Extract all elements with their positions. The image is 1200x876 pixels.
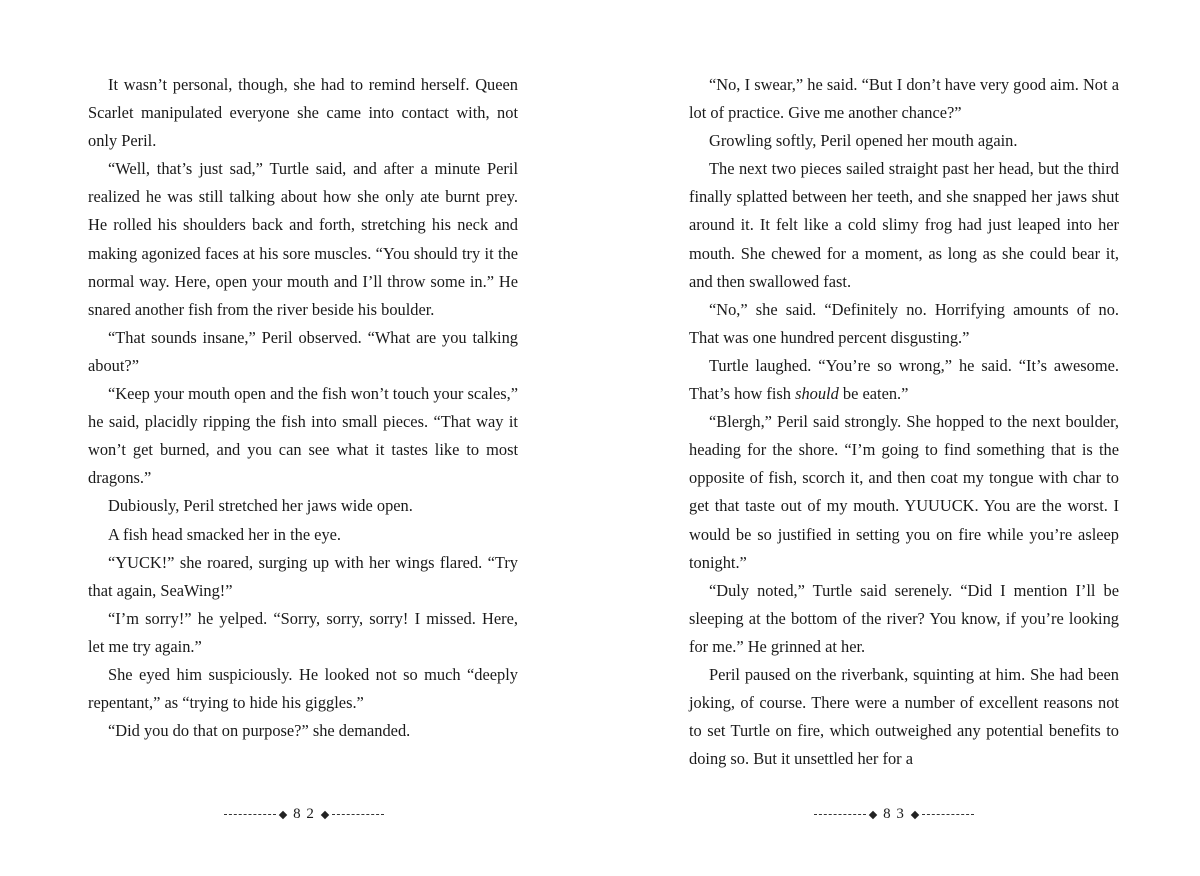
paragraph: “That sounds insane,” Peril observed. “What are you talking about?”	[88, 327, 518, 375]
paragraph: It wasn’t personal, though, she had to remind herself. Queen Scarlet manipulated everyone she came into contact with, not only Peril.	[88, 75, 518, 151]
page-number: 8 3	[883, 806, 905, 822]
folio-ornament-icon	[869, 810, 877, 818]
folio-rule-right	[332, 814, 384, 815]
paragraph: “No, I swear,” he said. “But I don’t have very good aim. Not a lot of practice. Give me another chance?”	[689, 75, 1119, 123]
paragraph: She eyed him suspiciously. He looked not so much “deeply repentant,” as “trying to hide his giggles.”	[88, 664, 518, 713]
paragraph-with-emphasis	[689, 352, 1119, 408]
paragraph: “Did you do that on purpose?” she demanded.	[108, 721, 411, 741]
paragraph: “I’m sorry!” he yelped. “Sorry, sorry, sorry! I missed. Here, let me try again.”	[88, 608, 518, 656]
folio-ornament-icon	[279, 810, 287, 818]
page-number-footer	[594, 806, 1194, 823]
text-run: be eaten.”	[838, 384, 909, 404]
folio-rule-right	[922, 814, 974, 815]
paragraph: “Blergh,” Peril said strongly. She hopped to the next boulder, heading for the shore. “I’m going to find something that is the opposite of fish, scorch it, and then coat my tongue with char to get that taste out of my mouth. YUUUCK. You are the worst. I would be so justified in setting you on fire while you’re asleep tonight.”	[689, 412, 1119, 572]
emphasized-word: should	[795, 384, 839, 404]
paragraph: “No,” she said. “Definitely no. Horrifying amounts of no. That was one hundred percent disgusting.”	[689, 299, 1119, 347]
paragraph: Peril paused on the riverbank, squinting at him. She had been joking, of course. There were a number of excellent reasons not to set Turtle on fire, which outweighed any potential benefits to doing so. But it unsettled her for a	[689, 664, 1119, 769]
folio-ornament-icon	[321, 810, 329, 818]
paragraph: Growling softly, Peril opened her mouth again.	[709, 131, 1018, 151]
folio-ornament-icon	[911, 810, 919, 818]
page-number-footer	[4, 806, 604, 823]
paragraph: Dubiously, Peril stretched her jaws wide open.	[108, 496, 413, 516]
right-page-text	[689, 71, 1119, 773]
paragraph: “Keep your mouth open and the fish won’t touch your scales,” he said, placidly ripping the fish into small pieces. “That way it won’t get burned, and you can see what it tastes like to most dragons.”	[88, 384, 518, 488]
paragraph: The next two pieces sailed straight past her head, but the third finally splatted between her teeth, and she snapped her jaws shut around it. It felt like a cold slimy frog had just leaped into her mouth. She chewed for a moment, as long as she could bear it, and then swallowed fast.	[689, 159, 1119, 291]
right-page	[600, 0, 1200, 876]
page-number: 8 2	[293, 806, 315, 822]
paragraph: A fish head smacked her in the eye.	[108, 524, 342, 544]
paragraph: “Duly noted,” Turtle said serenely. “Did I mention I’ll be sleeping at the bottom of the river? You know, if you’re looking for me.” He grinned at her.	[689, 580, 1119, 656]
paragraph: “YUCK!” she roared, surging up with her wings flared. “Try that again, SeaWing!”	[88, 552, 518, 600]
folio-rule-left	[224, 814, 276, 815]
paragraph: “Well, that’s just sad,” Turtle said, and after a minute Peril realized he was still talking about how she only ate burnt prey. He rolled his shoulders back and forth, stretching his neck and making agonized faces at his sore muscles. “You should try it the normal way. Here, open your mouth and I’ll throw some in.” He snared another fish from the river beside his boulder.	[88, 159, 518, 319]
folio-rule-left	[814, 814, 866, 815]
left-page-text	[88, 71, 518, 745]
text-run: Turtle laughed. “You’re so wrong,” he said. “It’s awesome. That’s how fish	[689, 355, 1119, 404]
